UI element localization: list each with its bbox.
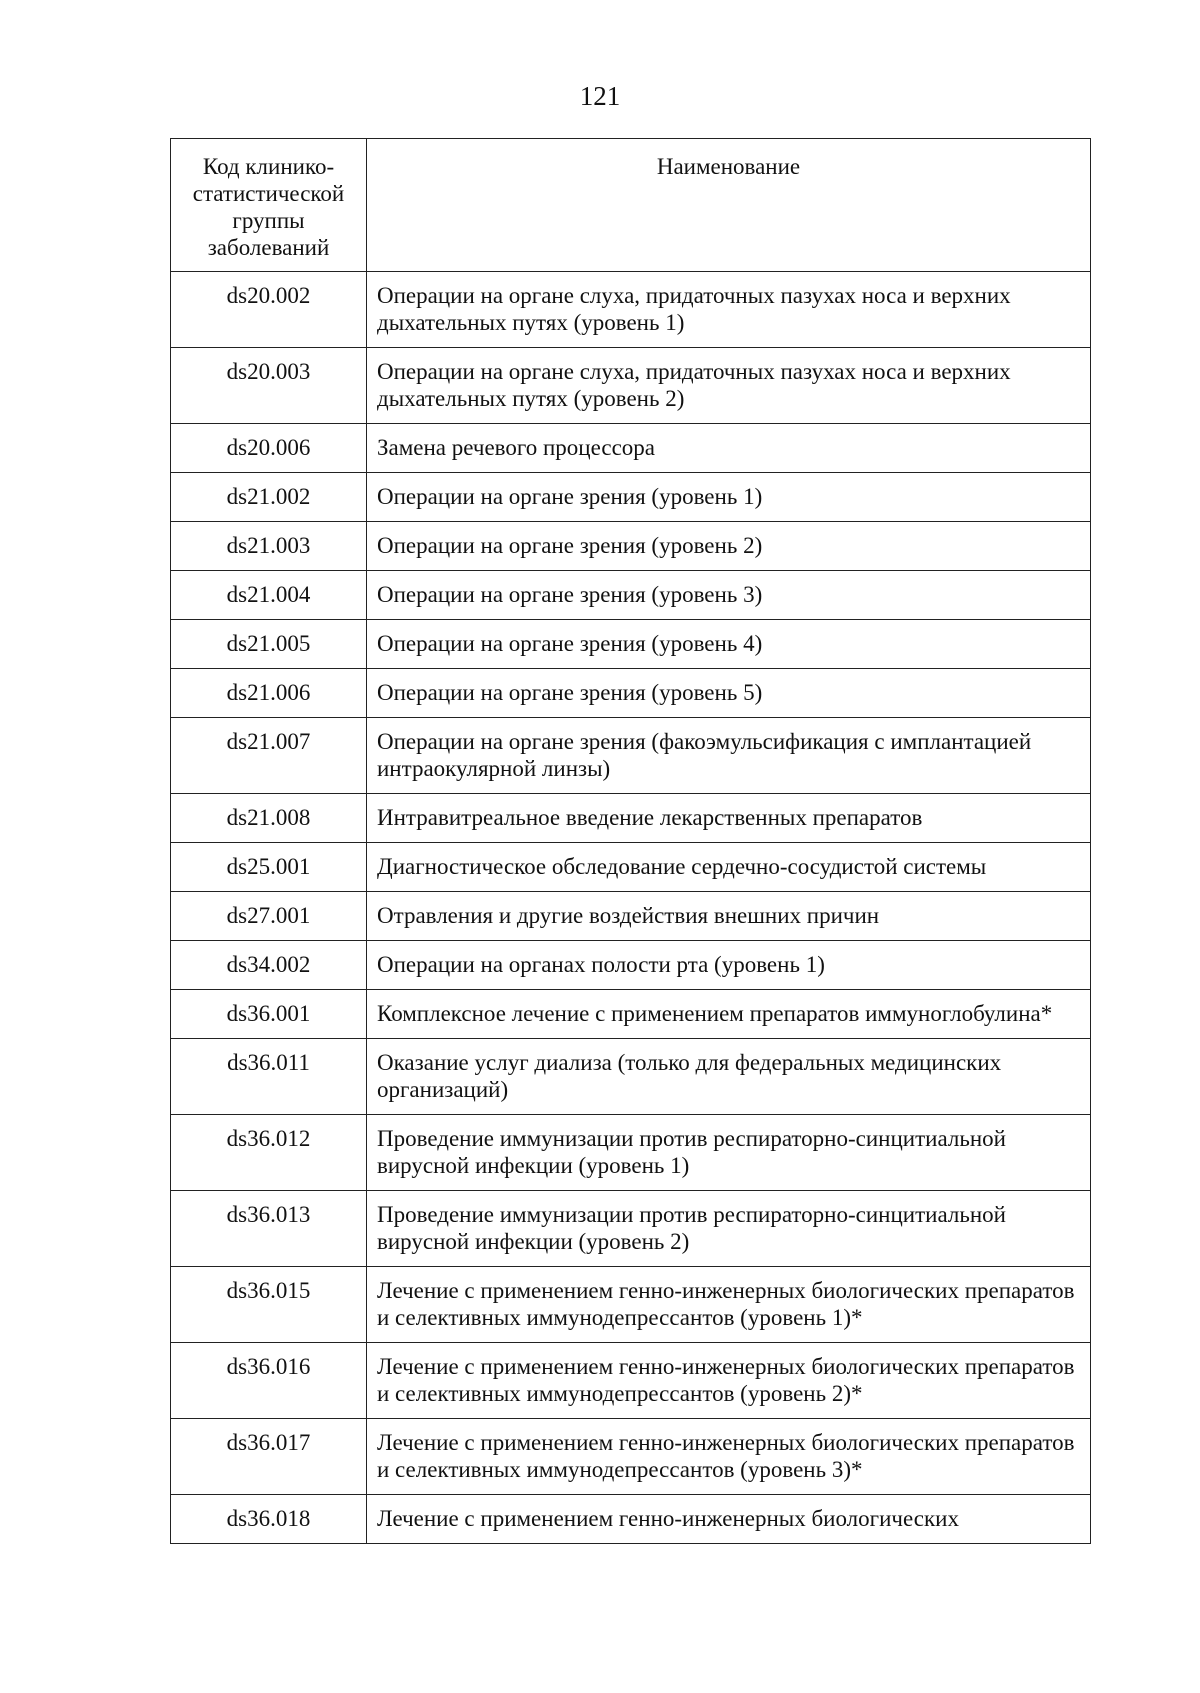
kgs-code-cell: ds36.001 (171, 990, 367, 1039)
table-row (171, 990, 1091, 1039)
kgs-name-cell: Проведение иммунизации против респираторно-синцитиальной вирусной инфекции (уровень 2) (367, 1191, 1091, 1267)
column-header-name: Наименование (367, 139, 1091, 272)
table-row (171, 892, 1091, 941)
kgs-code-cell: ds20.006 (171, 424, 367, 473)
kgs-code-cell: ds36.015 (171, 1267, 367, 1343)
kgs-code-cell: ds34.002 (171, 941, 367, 990)
kgs-name-cell: Операции на органах полости рта (уровень 1) (367, 941, 1091, 990)
kgs-name-cell: Операции на органе зрения (уровень 2) (367, 522, 1091, 571)
kgs-name-cell: Лечение с применением генно-инженерных биологических препаратов и селективных иммунодепрессантов (уровень 3)* (367, 1419, 1091, 1495)
kgs-name-cell: Лечение с применением генно-инженерных биологических (367, 1495, 1091, 1544)
kgs-name-cell: Операции на органе слуха, придаточных пазухах носа и верхних дыхательных путях (уровень 1) (367, 272, 1091, 348)
kgs-name-cell: Операции на органе слуха, придаточных пазухах носа и верхних дыхательных путях (уровень 2) (367, 348, 1091, 424)
table-row (171, 424, 1091, 473)
table-row (171, 1267, 1091, 1343)
table-row (171, 1039, 1091, 1115)
table-row (171, 1343, 1091, 1419)
kgs-name-cell: Операции на органе зрения (уровень 3) (367, 571, 1091, 620)
table-row (171, 718, 1091, 794)
kgs-name-cell: Замена речевого процессора (367, 424, 1091, 473)
table-row (171, 1495, 1091, 1544)
kgs-code-cell: ds27.001 (171, 892, 367, 941)
kgs-code-cell: ds21.002 (171, 473, 367, 522)
table-row (171, 473, 1091, 522)
disease-group-table (170, 138, 1091, 1544)
table-row (171, 620, 1091, 669)
kgs-code-cell: ds21.006 (171, 669, 367, 718)
kgs-name-cell: Операции на органе зрения (уровень 1) (367, 473, 1091, 522)
table-row (171, 794, 1091, 843)
kgs-code-cell: ds21.003 (171, 522, 367, 571)
table-row (171, 348, 1091, 424)
kgs-code-cell: ds36.012 (171, 1115, 367, 1191)
kgs-code-cell: ds36.017 (171, 1419, 367, 1495)
kgs-code-cell: ds21.004 (171, 571, 367, 620)
kgs-name-cell: Оказание услуг диализа (только для федеральных медицинских организаций) (367, 1039, 1091, 1115)
table-row (171, 522, 1091, 571)
page-number: 121 (579, 81, 621, 111)
column-header-code: Код клинико-статистической группы заболеваний (171, 139, 367, 272)
table-row (171, 669, 1091, 718)
kgs-name-cell: Лечение с применением генно-инженерных биологических препаратов и селективных иммунодепрессантов (уровень 1)* (367, 1267, 1091, 1343)
kgs-code-cell: ds36.011 (171, 1039, 367, 1115)
table-row (171, 843, 1091, 892)
kgs-code-cell: ds21.008 (171, 794, 367, 843)
kgs-code-cell: ds21.005 (171, 620, 367, 669)
kgs-code-cell: ds21.007 (171, 718, 367, 794)
kgs-code-cell: ds36.018 (171, 1495, 367, 1544)
table-row (171, 1419, 1091, 1495)
kgs-name-cell: Операции на органе зрения (факоэмульсификация с имплантацией интраокулярной линзы) (367, 718, 1091, 794)
table-row (171, 1191, 1091, 1267)
kgs-name-cell: Лечение с применением генно-инженерных биологических препаратов и селективных иммунодепрессантов (уровень 2)* (367, 1343, 1091, 1419)
kgs-name-cell: Интравитреальное введение лекарственных препаратов (367, 794, 1091, 843)
kgs-name-cell: Операции на органе зрения (уровень 4) (367, 620, 1091, 669)
table-row (171, 1115, 1091, 1191)
kgs-name-cell: Комплексное лечение с применением препаратов иммуноглобулина* (367, 990, 1091, 1039)
kgs-code-cell: ds20.003 (171, 348, 367, 424)
kgs-code-cell: ds20.002 (171, 272, 367, 348)
kgs-code-cell: ds25.001 (171, 843, 367, 892)
kgs-name-cell: Операции на органе зрения (уровень 5) (367, 669, 1091, 718)
table-row (171, 941, 1091, 990)
kgs-name-cell: Отравления и другие воздействия внешних причин (367, 892, 1091, 941)
kgs-code-cell: ds36.016 (171, 1343, 367, 1419)
table-header-row (171, 139, 1091, 272)
kgs-name-cell: Проведение иммунизации против респираторно-синцитиальной вирусной инфекции (уровень 1) (367, 1115, 1091, 1191)
kgs-code-cell: ds36.013 (171, 1191, 367, 1267)
kgs-name-cell: Диагностическое обследование сердечно-сосудистой системы (367, 843, 1091, 892)
table-row (171, 571, 1091, 620)
table-row (171, 272, 1091, 348)
